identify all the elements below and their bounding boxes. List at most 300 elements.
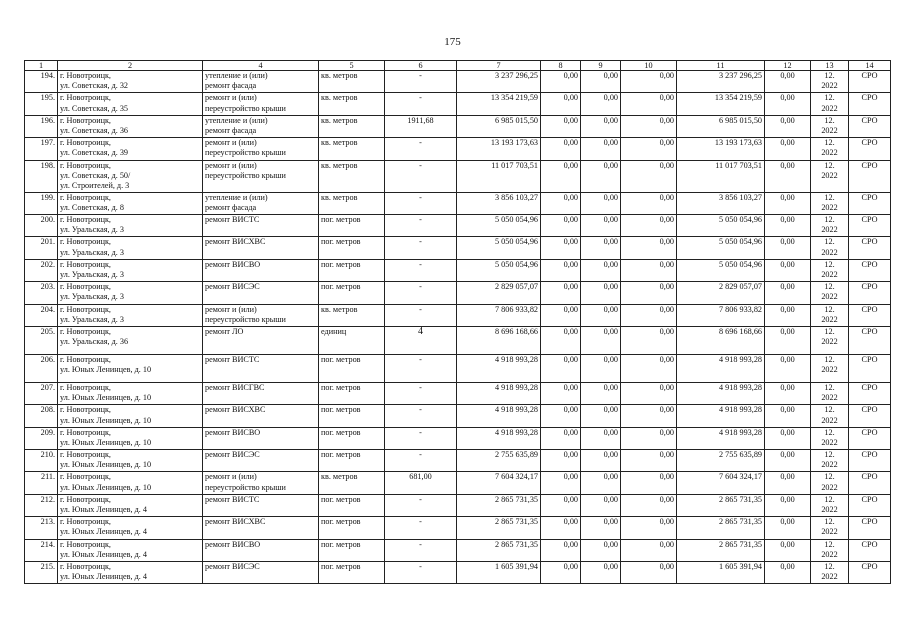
fund-11-cell: 3 237 296,25 (677, 71, 765, 93)
fund-11-cell: 2 865 731,35 (677, 517, 765, 539)
address-cell (58, 115, 203, 137)
fund-9-cell: 0,00 (581, 71, 621, 93)
column-header: 4 (203, 61, 319, 71)
fund-9-cell: 0,00 (581, 517, 621, 539)
deadline-cell (811, 450, 849, 472)
deadline-cell-line: 2022 (821, 202, 838, 212)
address-cell-line: г. Новотроицк, (60, 160, 111, 170)
fund-9-cell: 0,00 (581, 472, 621, 494)
fund-9-cell: 0,00 (581, 160, 621, 192)
address-cell (58, 354, 203, 382)
row-number: 203. (25, 282, 58, 304)
fund-10-cell: 0,00 (621, 237, 677, 259)
fund-11-cell: 2 865 731,35 (677, 539, 765, 561)
fund-10-cell: 0,00 (621, 214, 677, 236)
fund-10-cell: 0,00 (621, 354, 677, 382)
address-cell (58, 259, 203, 281)
quantity-cell: - (385, 93, 457, 115)
fund-11-cell: 2 829 057,07 (677, 282, 765, 304)
fund-8-cell: 0,00 (541, 160, 581, 192)
method-cell: СРО (849, 160, 891, 192)
fund-11-cell: 4 918 993,28 (677, 354, 765, 382)
work-type-cell (203, 214, 319, 236)
fund-12-cell: 0,00 (765, 71, 811, 93)
work-type-cell-line: ремонт и (или) (205, 138, 257, 148)
method-cell: СРО (849, 405, 891, 427)
deadline-cell-line: 12. (824, 214, 835, 224)
deadline-cell-line: 2022 (821, 125, 838, 135)
fund-9-cell: 0,00 (581, 539, 621, 561)
table-row (25, 472, 891, 494)
row-number: 195. (25, 93, 58, 115)
fund-11-cell: 4 918 993,28 (677, 427, 765, 449)
fund-11-cell: 5 050 054,96 (677, 214, 765, 236)
work-type-cell-line: переустройство крыши (205, 482, 286, 492)
fund-10-cell: 0,00 (621, 382, 677, 404)
fund-11-cell: 13 354 219,59 (677, 93, 765, 115)
address-cell-line: г. Новотроицк, (60, 472, 111, 482)
fund-8-cell: 0,00 (541, 517, 581, 539)
row-number: 197. (25, 138, 58, 160)
deadline-cell-line: 2022 (821, 549, 838, 559)
fund-10-cell: 0,00 (621, 115, 677, 137)
cost-total-cell: 6 985 015,50 (457, 115, 541, 137)
fund-8-cell: 0,00 (541, 259, 581, 281)
work-type-cell-line: ремонт ВИСХВС (205, 237, 266, 247)
address-cell (58, 539, 203, 561)
fund-11-cell: 7 604 324,17 (677, 472, 765, 494)
unit-cell: пог. метров (319, 562, 385, 584)
method-cell: СРО (849, 562, 891, 584)
quantity-cell: - (385, 237, 457, 259)
quantity-cell: - (385, 517, 457, 539)
deadline-cell (811, 192, 849, 214)
fund-9-cell: 0,00 (581, 427, 621, 449)
address-cell (58, 93, 203, 115)
quantity-cell: - (385, 160, 457, 192)
address-cell-line: ул. Уральская, д. 36 (60, 337, 129, 347)
cost-total-cell: 2 755 635,89 (457, 450, 541, 472)
table-row (25, 427, 891, 449)
method-cell: СРО (849, 138, 891, 160)
method-cell: СРО (849, 494, 891, 516)
fund-10-cell: 0,00 (621, 450, 677, 472)
fund-8-cell: 0,00 (541, 354, 581, 382)
fund-12-cell: 0,00 (765, 427, 811, 449)
method-cell: СРО (849, 304, 891, 326)
unit-cell: пог. метров (319, 237, 385, 259)
fund-9-cell: 0,00 (581, 138, 621, 160)
column-header: 8 (541, 61, 581, 71)
unit-cell: кв. метров (319, 192, 385, 214)
row-number: 202. (25, 259, 58, 281)
address-cell-line: г. Новотроицк, (60, 382, 111, 392)
unit-cell: пог. метров (319, 517, 385, 539)
address-cell (58, 427, 203, 449)
fund-12-cell: 0,00 (765, 382, 811, 404)
fund-10-cell: 0,00 (621, 326, 677, 354)
quantity-cell: - (385, 214, 457, 236)
quantity-cell: - (385, 450, 457, 472)
address-cell (58, 562, 203, 584)
address-cell (58, 472, 203, 494)
quantity-cell: - (385, 539, 457, 561)
work-type-cell-line: утепление и (или) (205, 71, 268, 80)
deadline-cell-line: 12. (824, 354, 835, 364)
fund-11-cell: 8 696 168,66 (677, 326, 765, 354)
work-type-cell-line: ремонт ВИСВО (205, 539, 261, 549)
fund-12-cell: 0,00 (765, 304, 811, 326)
cost-total-cell: 4 918 993,28 (457, 382, 541, 404)
method-cell: СРО (849, 282, 891, 304)
work-type-cell-line: ремонт и (или) (205, 472, 257, 482)
cost-total-cell: 4 918 993,28 (457, 405, 541, 427)
fund-8-cell: 0,00 (541, 405, 581, 427)
address-cell-line: г. Новотроицк, (60, 427, 111, 437)
unit-cell: пог. метров (319, 427, 385, 449)
repair-program-table (24, 60, 891, 584)
deadline-cell (811, 427, 849, 449)
address-cell (58, 405, 203, 427)
fund-8-cell: 0,00 (541, 382, 581, 404)
row-number: 199. (25, 192, 58, 214)
column-header: 7 (457, 61, 541, 71)
quantity-cell: - (385, 192, 457, 214)
address-cell-line: г. Новотроицк, (60, 539, 111, 549)
deadline-cell-line: 12. (824, 450, 835, 460)
deadline-cell-line: 2022 (821, 292, 838, 302)
method-cell: СРО (849, 354, 891, 382)
deadline-cell-line: 12. (824, 472, 835, 482)
deadline-cell (811, 71, 849, 93)
row-number: 209. (25, 427, 58, 449)
method-cell: СРО (849, 259, 891, 281)
work-type-cell (203, 382, 319, 404)
deadline-cell (811, 237, 849, 259)
address-cell (58, 138, 203, 160)
fund-8-cell: 0,00 (541, 214, 581, 236)
unit-cell: кв. метров (319, 93, 385, 115)
work-type-cell (203, 517, 319, 539)
fund-10-cell: 0,00 (621, 160, 677, 192)
fund-11-cell: 3 856 103,27 (677, 192, 765, 214)
fund-10-cell: 0,00 (621, 259, 677, 281)
work-type-cell (203, 562, 319, 584)
fund-12-cell: 0,00 (765, 354, 811, 382)
cost-total-cell: 3 856 103,27 (457, 192, 541, 214)
quantity-cell: - (385, 304, 457, 326)
table-row (25, 304, 891, 326)
column-header: 6 (385, 61, 457, 71)
address-cell-line: г. Новотроицк, (60, 282, 111, 292)
column-header: 11 (677, 61, 765, 71)
fund-9-cell: 0,00 (581, 115, 621, 137)
address-cell-line: ул. Строителей, д. 3 (60, 180, 130, 190)
unit-cell: пог. метров (319, 382, 385, 404)
fund-12-cell: 0,00 (765, 192, 811, 214)
deadline-cell-line: 12. (824, 282, 835, 292)
address-cell-line: ул. Советская, д. 8 (60, 202, 124, 212)
fund-9-cell: 0,00 (581, 326, 621, 354)
work-type-cell (203, 494, 319, 516)
method-cell: СРО (849, 214, 891, 236)
cost-total-cell: 2 865 731,35 (457, 539, 541, 561)
unit-cell: пог. метров (319, 214, 385, 236)
table-row (25, 192, 891, 214)
deadline-cell-line: 2022 (821, 170, 838, 180)
work-type-cell (203, 192, 319, 214)
work-type-cell-line: переустройство крыши (205, 103, 286, 113)
deadline-cell-line: 12. (824, 494, 835, 504)
table-row (25, 71, 891, 93)
deadline-cell-line: 2022 (821, 393, 838, 403)
unit-cell: пог. метров (319, 405, 385, 427)
fund-8-cell: 0,00 (541, 472, 581, 494)
method-cell: СРО (849, 326, 891, 354)
unit-cell: кв. метров (319, 160, 385, 192)
fund-9-cell: 0,00 (581, 304, 621, 326)
fund-8-cell: 0,00 (541, 562, 581, 584)
unit-cell: кв. метров (319, 115, 385, 137)
work-type-cell-line: ремонт ВИСВО (205, 259, 261, 269)
address-cell-line: г. Новотроицк, (60, 405, 111, 415)
table-row (25, 354, 891, 382)
fund-9-cell: 0,00 (581, 450, 621, 472)
fund-11-cell: 11 017 703,51 (677, 160, 765, 192)
deadline-cell-line: 2022 (821, 337, 838, 347)
row-number: 206. (25, 354, 58, 382)
address-cell (58, 450, 203, 472)
fund-12-cell: 0,00 (765, 214, 811, 236)
work-type-cell-line: ремонт ВИСХВС (205, 517, 266, 527)
quantity-cell: 4 (385, 326, 457, 354)
row-number: 214. (25, 539, 58, 561)
column-header: 2 (58, 61, 203, 71)
deadline-cell (811, 517, 849, 539)
table-row (25, 405, 891, 427)
fund-12-cell: 0,00 (765, 93, 811, 115)
fund-10-cell: 0,00 (621, 304, 677, 326)
row-number: 196. (25, 115, 58, 137)
cost-total-cell: 1 605 391,94 (457, 562, 541, 584)
fund-8-cell: 0,00 (541, 304, 581, 326)
method-cell: СРО (849, 93, 891, 115)
work-type-cell (203, 405, 319, 427)
fund-12-cell: 0,00 (765, 517, 811, 539)
row-number: 198. (25, 160, 58, 192)
cost-total-cell: 2 829 057,07 (457, 282, 541, 304)
deadline-cell-line: 2022 (821, 247, 838, 257)
quantity-cell: - (385, 382, 457, 404)
fund-8-cell: 0,00 (541, 138, 581, 160)
quantity-cell: - (385, 259, 457, 281)
column-header: 1 (25, 61, 58, 71)
fund-11-cell: 2 865 731,35 (677, 494, 765, 516)
fund-8-cell: 0,00 (541, 71, 581, 93)
unit-cell: кв. метров (319, 472, 385, 494)
work-type-cell (203, 354, 319, 382)
address-cell-line: г. Новотроицк, (60, 115, 111, 125)
method-cell: СРО (849, 192, 891, 214)
fund-12-cell: 0,00 (765, 259, 811, 281)
work-type-cell (203, 326, 319, 354)
method-cell: СРО (849, 115, 891, 137)
row-number: 210. (25, 450, 58, 472)
work-type-cell (203, 160, 319, 192)
unit-cell: единиц (319, 326, 385, 354)
deadline-cell (811, 160, 849, 192)
work-type-cell-line: ремонт и (или) (205, 160, 257, 170)
fund-10-cell: 0,00 (621, 405, 677, 427)
method-cell: СРО (849, 539, 891, 561)
table-row (25, 282, 891, 304)
fund-8-cell: 0,00 (541, 237, 581, 259)
fund-10-cell: 0,00 (621, 494, 677, 516)
work-type-cell-line: ремонт ВИСЭС (205, 282, 260, 292)
fund-12-cell: 0,00 (765, 282, 811, 304)
address-cell-line: г. Новотроицк, (60, 138, 111, 148)
work-type-cell-line: ремонт фасада (205, 125, 257, 135)
fund-10-cell: 0,00 (621, 517, 677, 539)
row-number: 215. (25, 562, 58, 584)
address-cell (58, 326, 203, 354)
unit-cell: пог. метров (319, 450, 385, 472)
fund-10-cell: 0,00 (621, 539, 677, 561)
work-type-cell-line: утепление и (или) (205, 115, 268, 125)
address-cell (58, 282, 203, 304)
row-number: 207. (25, 382, 58, 404)
address-cell-line: ул. Уральская, д. 3 (60, 225, 124, 235)
address-cell-line: ул. Уральская, д. 3 (60, 314, 124, 324)
work-type-cell (203, 259, 319, 281)
fund-12-cell: 0,00 (765, 450, 811, 472)
cost-total-cell: 3 237 296,25 (457, 71, 541, 93)
quantity-cell: - (385, 427, 457, 449)
work-type-cell-line: ремонт ЛО (205, 326, 244, 336)
address-cell-line: г. Новотроицк, (60, 192, 111, 202)
cost-total-cell: 7 806 933,82 (457, 304, 541, 326)
deadline-cell-line: 12. (824, 237, 835, 247)
address-cell-line: г. Новотроицк, (60, 214, 111, 224)
address-cell-line: ул. Советская, д. 36 (60, 125, 129, 135)
work-type-cell-line: переустройство крыши (205, 314, 286, 324)
fund-12-cell: 0,00 (765, 539, 811, 561)
cost-total-cell: 2 865 731,35 (457, 494, 541, 516)
fund-10-cell: 0,00 (621, 472, 677, 494)
unit-cell: кв. метров (319, 71, 385, 93)
deadline-cell-line: 12. (824, 115, 835, 125)
address-cell-line: г. Новотроицк, (60, 71, 111, 80)
work-type-cell-line: ремонт ВИСЭС (205, 450, 260, 460)
fund-9-cell: 0,00 (581, 93, 621, 115)
address-cell (58, 71, 203, 93)
work-type-cell (203, 282, 319, 304)
fund-12-cell: 0,00 (765, 562, 811, 584)
quantity-cell: - (385, 282, 457, 304)
cost-total-cell: 8 696 168,66 (457, 326, 541, 354)
deadline-cell (811, 539, 849, 561)
unit-cell: пог. метров (319, 259, 385, 281)
table-row (25, 93, 891, 115)
deadline-cell-line: 12. (824, 192, 835, 202)
unit-cell: пог. метров (319, 282, 385, 304)
address-cell-line: ул. Советская, д. 32 (60, 81, 129, 91)
quantity-cell: - (385, 405, 457, 427)
table-row (25, 517, 891, 539)
row-number: 194. (25, 71, 58, 93)
column-number-row (25, 61, 891, 71)
table-row (25, 237, 891, 259)
method-cell: СРО (849, 237, 891, 259)
deadline-cell-line: 2022 (821, 314, 838, 324)
fund-10-cell: 0,00 (621, 192, 677, 214)
method-cell: СРО (849, 517, 891, 539)
cost-total-cell: 13 354 219,59 (457, 93, 541, 115)
unit-cell: кв. метров (319, 138, 385, 160)
deadline-cell (811, 138, 849, 160)
table-row (25, 494, 891, 516)
address-cell-line: г. Новотроицк, (60, 562, 111, 572)
address-cell (58, 517, 203, 539)
address-cell-line: ул. Юных Ленинцев, д. 4 (60, 527, 147, 537)
address-cell-line: г. Новотроицк, (60, 326, 111, 336)
work-type-cell-line: переустройство крыши (205, 148, 286, 158)
fund-12-cell: 0,00 (765, 472, 811, 494)
address-cell (58, 494, 203, 516)
work-type-cell-line: ремонт ВИСТС (205, 354, 260, 364)
fund-11-cell: 7 806 933,82 (677, 304, 765, 326)
address-cell (58, 160, 203, 192)
deadline-cell-line: 12. (824, 405, 835, 415)
work-type-cell-line: ремонт ВИСТС (205, 214, 260, 224)
deadline-cell-line: 12. (824, 326, 835, 336)
deadline-cell-line: 12. (824, 259, 835, 269)
work-type-cell (203, 93, 319, 115)
quantity-cell: - (385, 354, 457, 382)
deadline-cell-line: 2022 (821, 365, 838, 375)
fund-9-cell: 0,00 (581, 405, 621, 427)
cost-total-cell: 5 050 054,96 (457, 214, 541, 236)
fund-10-cell: 0,00 (621, 138, 677, 160)
column-header: 12 (765, 61, 811, 71)
address-cell-line: г. Новотроицк, (60, 354, 111, 364)
row-number: 200. (25, 214, 58, 236)
work-type-cell-line: ремонт ВИСХВС (205, 405, 266, 415)
row-number: 204. (25, 304, 58, 326)
fund-11-cell: 5 050 054,96 (677, 237, 765, 259)
deadline-cell-line: 2022 (821, 81, 838, 91)
fund-11-cell: 13 193 173,63 (677, 138, 765, 160)
deadline-cell (811, 282, 849, 304)
work-type-cell-line: ремонт фасада (205, 202, 257, 212)
address-cell-line: ул. Уральская, д. 3 (60, 247, 124, 257)
deadline-cell-line: 12. (824, 93, 835, 103)
quantity-cell: 1911,68 (385, 115, 457, 137)
deadline-cell-line: 12. (824, 427, 835, 437)
quantity-cell: 681,00 (385, 472, 457, 494)
work-type-cell-line: утепление и (или) (205, 192, 268, 202)
work-type-cell (203, 138, 319, 160)
address-cell-line: ул. Советская, д. 39 (60, 148, 129, 158)
deadline-cell-line: 2022 (821, 225, 838, 235)
row-number: 213. (25, 517, 58, 539)
deadline-cell (811, 326, 849, 354)
deadline-cell-line: 12. (824, 539, 835, 549)
work-type-cell (203, 115, 319, 137)
deadline-cell (811, 214, 849, 236)
method-cell: СРО (849, 450, 891, 472)
fund-12-cell: 0,00 (765, 138, 811, 160)
